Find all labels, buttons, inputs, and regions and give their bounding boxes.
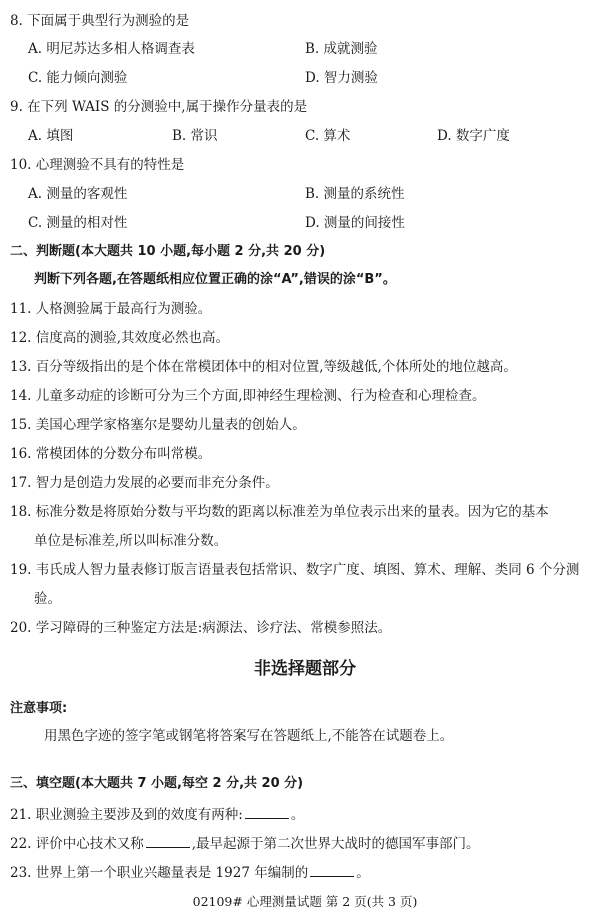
question-8-stem: 8. 下面属于典型行为测验的是 [10, 13, 190, 29]
question-23-text: 23. 世界上第一个职业兴趣量表是 1927 年编制的 [10, 865, 309, 881]
question-14: 14. 儿童多动症的诊断可分为三个方面,即神经生理检测、行为检查和心理检查。 [10, 388, 486, 404]
question-22 [10, 833, 480, 853]
notice-text: 用黑色字迹的签字笔或钢笔将答案写在答题纸上,不能答在试题卷上。 [44, 728, 454, 744]
question-8-option-a: A. 明尼苏达多相人格调查表 [28, 41, 195, 57]
question-22-end: ,最早起源于第二次世界大战时的德国军事部门。 [191, 836, 480, 852]
question-10-option-a: A. 测量的客观性 [28, 186, 128, 202]
question-19-line-1: 19. 韦氏成人智力量表修订版言语量表包括常识、数字广度、填图、算术、理解、类同 6 个分测 [10, 562, 580, 578]
question-8-option-d: D. 智力测验 [305, 70, 378, 86]
question-10-stem: 10. 心理测验不具有的特性是 [10, 157, 185, 173]
question-19-line-2: 验。 [34, 591, 61, 607]
page-footer: 02109# 心理测量试题 第 2 页(共 3 页) [192, 894, 418, 909]
question-18-line-2: 单位是标准差,所以叫标准分数。 [34, 533, 228, 549]
question-8-option-c: C. 能力倾向测验 [28, 70, 128, 86]
question-21-end: 。 [290, 807, 305, 823]
question-18-line-1: 18. 标准分数是将原始分数与平均数的距离以标准差为单位表示出来的量表。因为它的基本 [10, 504, 549, 520]
question-10-option-c: C. 测量的相对性 [28, 215, 128, 231]
question-22-text: 22. 评价中心技术又称 [10, 836, 144, 852]
question-17: 17. 智力是创造力发展的必要而非充分条件。 [10, 475, 279, 491]
question-9-option-b: B. 常识 [172, 128, 218, 144]
question-23-end: 。 [356, 865, 370, 881]
answer-blank [146, 833, 190, 848]
question-15: 15. 美国心理学家格塞尔是婴幼儿量表的创始人。 [10, 417, 306, 433]
question-20: 20. 学习障碍的三种鉴定方法是:病源法、诊疗法、常模参照法。 [10, 620, 392, 636]
answer-blank [310, 862, 354, 877]
question-9-option-a: A. 填图 [28, 128, 74, 144]
question-16: 16. 常模团体的分数分布叫常模。 [10, 446, 212, 462]
question-8-option-b: B. 成就测验 [305, 41, 378, 57]
answer-blank [245, 804, 289, 819]
question-23 [10, 862, 370, 882]
question-10-option-d: D. 测量的间接性 [305, 215, 405, 231]
question-21-text: 21. 职业测验主要涉及到的效度有两种: [10, 807, 243, 823]
section-2-heading: 二、判断题(本大题共 10 小题,每小题 2 分,共 20 分) [10, 244, 326, 259]
question-11: 11. 人格测验属于最高行为测验。 [10, 301, 212, 317]
question-9-option-c: C. 算术 [305, 128, 351, 144]
part-title: 非选择题部分 [254, 659, 356, 679]
section-2-instruction: 判断下列各题,在答题纸相应位置正确的涂“A”,错误的涂“B”。 [34, 272, 396, 287]
question-12: 12. 信度高的测验,其效度必然也高。 [10, 330, 230, 346]
question-13: 13. 百分等级指出的是个体在常模团体中的相对位置,等级越低,个体所处的地位越高。 [10, 359, 517, 375]
notice-heading: 注意事项: [10, 701, 68, 716]
question-21 [10, 804, 304, 824]
question-9-stem: 9. 在下列 WAIS 的分测验中,属于操作分量表的是 [10, 99, 308, 115]
question-9-option-d: D. 数字广度 [437, 128, 510, 144]
section-3-heading: 三、填空题(本大题共 7 小题,每空 2 分,共 20 分) [10, 776, 304, 791]
question-10-option-b: B. 测量的系统性 [305, 186, 405, 202]
